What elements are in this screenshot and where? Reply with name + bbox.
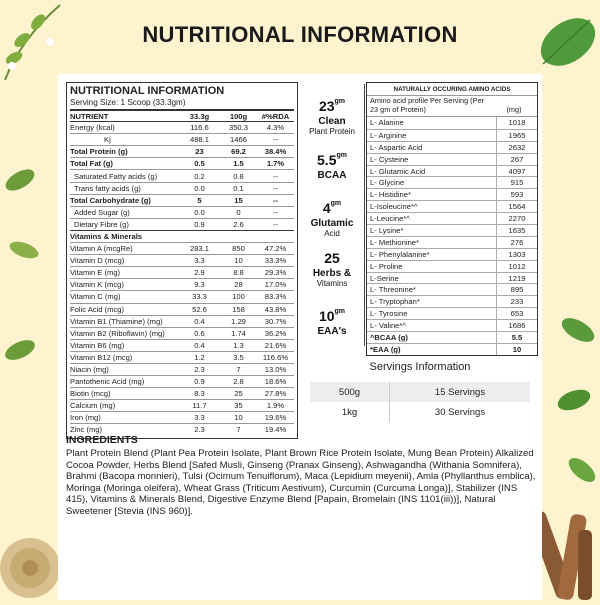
value-per-100g: 7 [236,365,241,375]
highlight-unit: gm [334,98,346,105]
amino-acid-row [367,141,537,153]
nutrient-name: Pantothenic Acid (mg) [70,377,145,387]
value-per-100g: 15 [234,195,243,205]
nutrition-table-title: NUTRITIONAL INFORMATION [70,85,225,97]
value-per-100g: 7 [236,425,241,435]
amino-acid-value: 10 [512,344,522,354]
amino-acid-name: L- Lysine* [367,225,497,236]
amino-acid-value: 1635 [508,225,526,235]
amino-acid-value: 1018 [508,118,526,128]
value-rda: 38.4% [264,147,287,157]
nutrition-row [70,133,294,145]
value-per-100g: 2.6 [233,219,244,229]
value-rda: -- [272,171,279,181]
value-per-serving: 0.2 [194,171,205,181]
amino-acid-name: L- Glycine [367,177,497,188]
header-nutrient: NUTRIENT [70,111,109,121]
value-rda: 30.7% [264,316,287,326]
servings-size: 500g [310,382,390,402]
value-per-serving: 2.3 [194,365,205,375]
amino-acid-name: L- Tryptophan* [367,296,497,307]
amino-acid-value: 2270 [508,214,526,224]
nutrition-row [70,230,294,242]
amino-acid-row [367,165,537,177]
value-per-serving: 283.1 [189,244,209,254]
value-rda: -- [272,135,279,145]
nutrition-row [70,169,294,181]
nutrition-row [70,254,294,266]
amino-acid-row [367,260,537,272]
value-rda: 17.0% [264,280,287,290]
value-per-100g: 8.8 [233,268,244,278]
value-per-serving: 11.7 [192,401,207,411]
amino-acid-row [367,176,537,188]
amino-acid-value: 4097 [508,166,526,176]
value-per-serving: 52.6 [192,304,207,314]
value-per-serving: 0.4 [194,340,205,350]
nutrition-row [70,278,294,290]
nutrition-row [70,182,294,194]
amino-acid-row [367,319,537,331]
value-per-serving: 116.6 [190,123,209,133]
value-per-serving: 0.4 [194,316,205,326]
amino-acid-name: L- Glutamic Acid [367,166,497,177]
nutrition-row [70,266,294,278]
highlight-label: Herbs & [312,268,352,279]
value-per-100g: 350.3 [228,123,248,133]
amino-acid-title: NATURALLY OCCURING AMINO ACIDS [367,83,537,96]
value-per-serving: 23 [195,147,204,157]
amino-acid-name: *EAA (g) [367,344,497,355]
nutrient-name: Vitamin D (mcg) [70,256,125,266]
right-leaves-icon [542,90,600,510]
nutrition-row [70,363,294,375]
servings-row [310,402,530,422]
amino-acid-name: L- Cysteine [367,154,497,165]
amino-acid-row [367,224,537,236]
value-per-serving: 488.1 [189,135,209,145]
value-per-serving: 1.2 [194,352,205,362]
nutrient-name: Zinc (mg) [70,425,103,435]
nutrition-row [70,339,294,351]
value-rda: 83.3% [264,292,287,302]
nutrient-name: Saturated Fatty acids (g) [74,171,158,181]
amino-acid-value: 1012 [508,261,526,271]
amino-acid-name: L- Threonine* [367,284,497,295]
amino-acid-value: 895 [510,285,524,295]
highlight-label: Glutamic [310,218,354,229]
value-per-100g: 35 [234,401,243,411]
nutrition-row [70,351,294,363]
highlight-sublabel: Acid [324,229,340,238]
amino-acid-row [367,212,537,224]
value-per-serving: 0.6 [194,328,205,338]
nutrient-name: Vitamins & Minerals [70,231,143,241]
highlight-item [300,250,364,288]
value-per-serving: 3.3 [194,413,205,423]
value-per-100g: 158 [232,304,245,314]
amino-acid-rows [367,117,537,355]
highlight-unit: gm [330,200,342,207]
servings-row [310,382,530,402]
amino-acid-value: 5.5 [511,332,523,342]
nutrient-name: Added Sugar (g) [74,207,130,217]
value-per-100g: 100 [232,292,245,302]
nutrition-row [70,387,294,399]
highlight-item [300,98,364,136]
value-rda: -- [272,219,279,229]
nutrient-name: Biotin (mcg) [70,389,111,399]
amino-acid-subtitle: Amino acid profile Per Serving (Per 23 gm of Protein) [370,96,484,114]
amino-acid-row [367,236,537,248]
amino-acid-name: L- Valine*^ [367,320,497,331]
value-per-serving: 2.3 [194,425,205,435]
nutrient-name: Folic Acid (mcg) [70,304,125,314]
highlight-number: 5.5 [317,152,337,168]
value-per-serving: 0.0 [194,183,205,193]
amino-acid-value: 915 [510,178,524,188]
nutrition-row [70,399,294,411]
servings-count: 30 Servings [434,406,486,418]
amino-acid-row [367,200,537,212]
nutrient-name: Vitamin B1 (Thiamine) (mg) [70,316,163,326]
amino-acid-subheader [367,96,537,117]
value-per-serving: 0.9 [194,219,205,229]
amino-acid-row [367,307,537,319]
value-rda: 27.8% [264,389,287,399]
nutrient-name: Calcium (mg) [70,401,116,411]
value-per-100g: 10 [234,413,243,423]
value-rda: 18.6% [264,377,287,387]
highlight-unit: gm [334,308,346,315]
nutrition-row [70,145,294,157]
value-per-100g: 28 [234,280,243,290]
value-per-100g: 1.74 [231,328,246,338]
header-per-100g: 100g [229,111,248,121]
value-rda: 21.6% [264,340,287,350]
value-per-serving: 8.3 [194,389,205,399]
nutrition-rows [70,121,294,435]
nutrient-name: Niacin (mg) [70,365,109,375]
header-per-serving: 33.3g [189,111,210,121]
highlight-label: BCAA [317,170,347,181]
highlight-number: 25 [324,250,340,266]
amino-acid-value: 1219 [508,273,526,283]
value-rda: -- [272,207,279,217]
value-rda: 29.3% [264,268,287,278]
value-per-serving: 9.3 [194,280,205,290]
value-rda: 36.2% [264,328,287,338]
nutrient-name: Dietary Fibre (g) [74,219,129,229]
nutrient-name: Vitamin B2 (Riboflavin) (mg) [70,328,165,338]
nutrition-row [70,242,294,254]
value-rda: 47.2% [264,244,287,254]
highlight-sublabel: Vitamins [316,279,348,288]
value-per-100g: 10 [234,256,243,266]
amino-acid-row [367,295,537,307]
value-per-serving: 5 [197,195,202,205]
value-per-100g: 1466 [230,135,247,145]
serving-size: Serving Size: 1 Scoop (33.3gm) [70,98,186,107]
highlight-number: 10 [318,308,335,324]
highlight-sublabel: Plant Protein [309,127,355,136]
servings-table [310,382,530,422]
nutrient-name: Vitamin B6 (mg) [70,340,125,350]
value-per-100g: 2.8 [233,377,244,387]
nutrition-row [70,194,294,206]
highlight-item [300,308,364,337]
amino-acid-row [367,248,537,260]
value-per-serving: 0.9 [194,377,205,387]
value-rda: 19.6% [264,413,287,423]
amino-acid-row [367,129,537,141]
value-per-100g: 1.5 [233,159,244,169]
nutrient-name: Vitamin C (mg) [70,292,121,302]
amino-acid-row [367,153,537,165]
nutrient-name: Vitamin A (mcgRe) [70,244,133,254]
highlight-number: 4 [322,200,331,216]
amino-acid-name: ^BCAA (g) [367,332,497,343]
value-per-100g: 0.1 [233,183,244,193]
amino-acid-value: 1303 [508,249,526,259]
nutrient-name: Vitamin B12 (mcg) [70,352,133,362]
servings-title: Servings Information [369,361,471,373]
value-per-serving: 2.9 [194,268,205,278]
value-rda: -- [272,195,279,205]
value-per-100g: 0.8 [233,171,244,181]
nutrient-name: Total Fat (g) [70,159,113,169]
highlight-label: Clean [318,116,346,127]
value-rda: -- [272,183,279,193]
nutrient-name: Iron (mg) [70,413,101,423]
amino-acid-value: 593 [510,190,524,200]
nutrient-name: Kj [104,135,111,145]
amino-acid-name: L-Leucine*^ [367,213,497,224]
value-per-serving: 33.3 [192,292,207,302]
nutrient-name: Total Protein (g) [70,147,128,157]
amino-acid-row [367,331,537,343]
amino-acid-value: 653 [510,309,524,319]
amino-acid-value: 1564 [508,202,526,212]
value-rda: 116.6% [262,352,289,362]
value-per-100g: 850 [232,244,245,254]
value-per-100g: 25 [234,389,243,399]
amino-acid-name: L- Alanine [367,117,497,129]
value-per-serving: 0.0 [194,207,205,217]
nutrition-header-row [70,109,294,121]
value-per-100g: 1.29 [231,316,246,326]
highlight-number: 23 [318,98,335,114]
herb-leaves-icon [0,120,58,420]
nutrition-table [66,82,298,439]
amino-acid-row [367,272,537,284]
nutrition-row [70,157,294,169]
amino-acid-value: 2632 [508,142,526,152]
header-rda: #%RDA [261,111,290,121]
value-rda: 19.4% [264,425,287,435]
amino-acid-name: L- Tyrosine [367,308,497,319]
amino-acid-name: L-Isoleucine*^ [367,201,497,212]
amino-acid-unit: (mg) [506,104,522,114]
amino-acid-name: L- Methionine* [367,237,497,248]
amino-acid-name: L- Phenylalanine* [367,249,497,260]
value-per-serving: 0.5 [194,159,205,169]
value-rda: 33.3% [264,256,287,266]
nutrient-name: Vitamin E (mg) [70,268,121,278]
value-rda: 13.0% [264,365,287,375]
amino-acid-name: L- Arginine [367,130,497,141]
highlight-item [300,200,364,238]
page-title: NUTRITIONAL INFORMATION [142,22,458,47]
nutrient-name: Vitamin K (mcg) [70,280,124,290]
value-per-serving: 3.3 [194,256,205,266]
amino-acid-row [367,283,537,295]
amino-acid-row [367,117,537,129]
value-rda: 1.9% [266,401,285,411]
nutrition-row [70,218,294,230]
amino-acid-row [367,343,537,355]
ingredients-heading: INGREDIENTS [66,434,138,446]
nutrition-row [70,375,294,387]
amino-acid-value: 233 [510,297,524,307]
nutrition-row [70,411,294,423]
nutrition-row [70,327,294,339]
nutrient-name: Trans fatty acids (g) [74,183,141,193]
value-rda: 4.3% [266,123,285,133]
amino-acid-name: L- Aspartic Acid [367,142,497,153]
highlight-label: EAA's [317,326,347,337]
nutrient-name: Energy (kcal) [70,123,115,133]
value-per-100g: 0 [236,207,241,217]
ingredients-text: Plant Protein Blend (Plant Pea Protein Isolate, Plant Brown Rice Protein Isolate, Mung Bean Protein) Alkalized Cocoa Powder, Herbs Blend [Safed Musli, Ginseng (Pranax Ginseng), Ashwagandha (Withania Somnifera), Brahmi (Bacopa monnieri), Tulsi (Ocimum Tenuiflorum), Maca (Lepidium meyenii), Amla (Phyllanthus emblica), Moringa (Moringa oleifera), Wheat Grass (Triticum Aestivum), Curcumin (Curcuma Longa)], Stabilizer (INS 415), Vitamins & Minerals Blend, Digestive Enzyme Blend [Papain, Bromelain (INS 1101(iii))], Natural Sweetener [Stevia (INS 960)]. [66,448,536,517]
value-per-100g: 3.5 [233,352,244,362]
amino-acid-name: L-Serine [367,273,497,284]
servings-size: 1kg [310,402,390,422]
amino-acid-table [366,82,538,356]
amino-acid-row [367,188,537,200]
amino-acid-value: 1686 [508,321,526,331]
nutrient-name: Total Carbohydrate (g) [70,195,151,205]
amino-acid-name: L- Histidine* [367,189,497,200]
amino-acid-value: 276 [510,237,524,247]
divider [364,84,365,346]
highlight-item [300,152,364,181]
nutrition-row [70,206,294,218]
servings-count: 15 Servings [434,386,486,398]
amino-acid-value: 1965 [508,130,526,140]
nutrition-row [70,315,294,327]
nutrition-row [70,303,294,315]
value-per-100g: 1.3 [233,340,244,350]
amino-acid-name: L- Proline [367,261,497,272]
value-per-100g: 69.2 [231,147,246,157]
nutrition-row [70,121,294,133]
amino-acid-value: 267 [510,154,524,164]
value-rda: 43.8% [264,304,287,314]
value-rda: 1.7% [266,159,285,169]
nutrition-row [70,290,294,302]
highlight-unit: gm [336,152,347,159]
